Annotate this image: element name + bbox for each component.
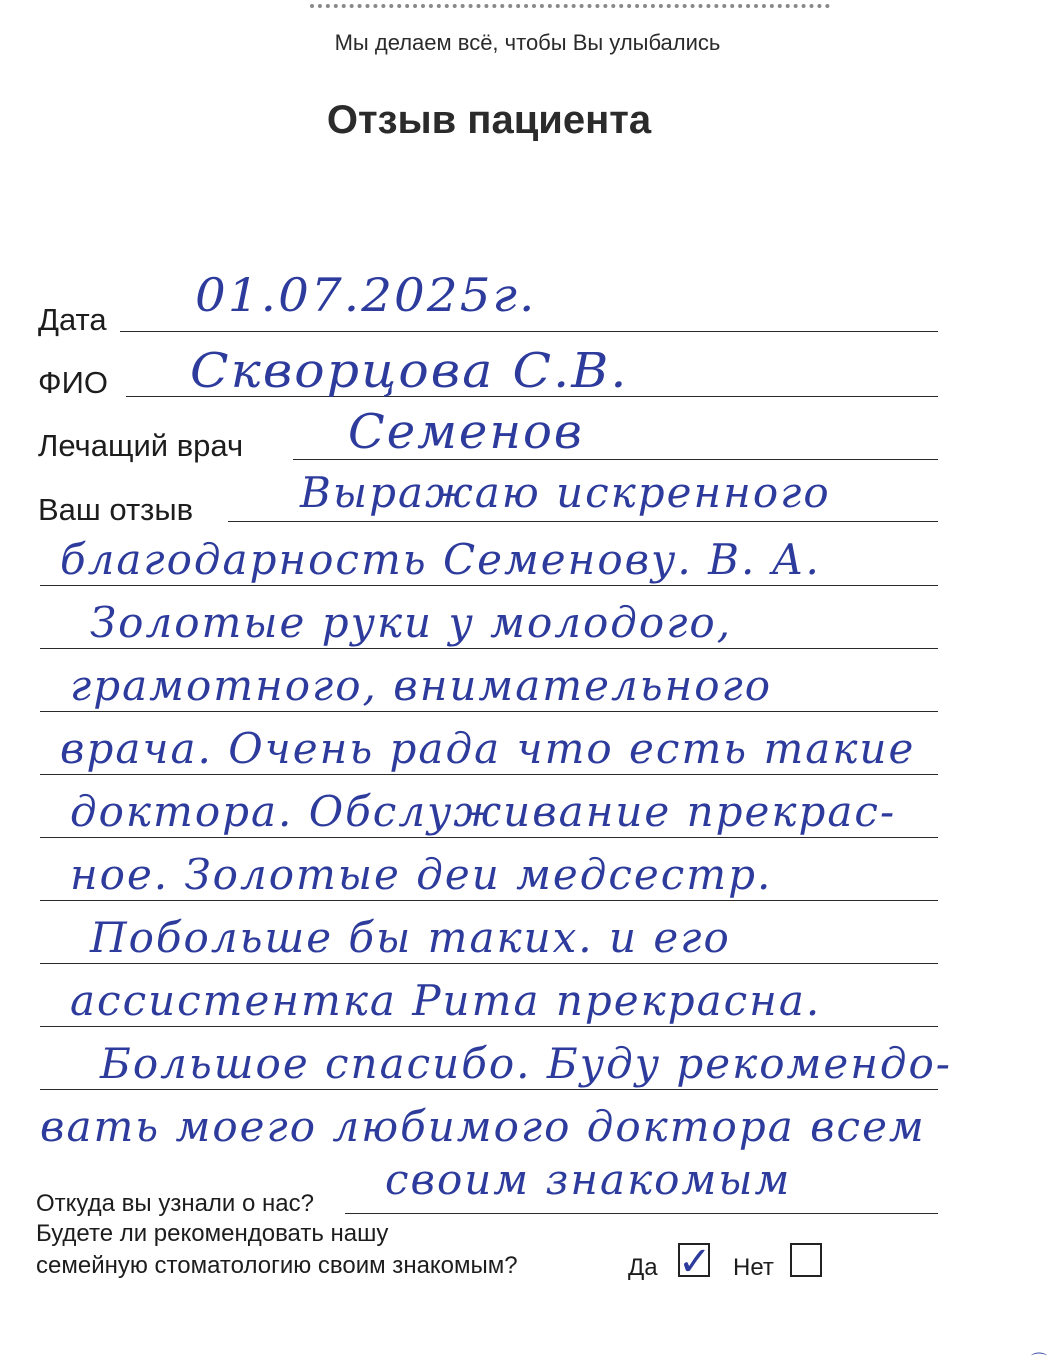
review-line-3 — [40, 711, 938, 712]
date-label: Дата — [38, 302, 107, 337]
review-text-line: вать моего любимого доктора всем — [40, 1102, 926, 1151]
doctor-handwritten: Семенов — [348, 404, 584, 460]
tagline: Мы делаем всё, чтобы Вы улыбались — [334, 30, 721, 55]
no-checkbox[interactable] — [790, 1243, 822, 1277]
review-text-line: врача. Очень рада что есть такие — [60, 724, 916, 773]
doctor-label: Лечащий врач — [38, 428, 244, 463]
form-title: Отзыв пациента — [326, 98, 652, 142]
review-text-line: Побольше бы таких. и его — [90, 913, 731, 962]
date-handwritten: 01.07.2025г. — [195, 268, 537, 322]
source-line — [345, 1213, 938, 1214]
review-text-line: Большое спасибо. Буду рекомендо- — [100, 1039, 952, 1088]
review-text-line: доктора. Обслуживание прекрас- — [70, 787, 897, 836]
corner-ink-mark: ⌒ — [1030, 1353, 1047, 1370]
yes-label: Да — [628, 1254, 658, 1281]
review-text-line: ное. Золотые деи медсестр. — [70, 850, 773, 899]
review-line-9 — [40, 1089, 938, 1090]
no-label: Нет — [733, 1254, 774, 1281]
top-edge-cut-text — [310, 0, 830, 8]
review-line-1 — [40, 585, 938, 586]
recommend-question-line1: Будете ли рекомендовать нашу — [36, 1220, 389, 1247]
review-text-line: благодарность Семенову. В. А. — [60, 535, 821, 584]
name-label: ФИО — [38, 365, 108, 400]
checkmark-icon: ✓ — [678, 1239, 712, 1285]
date-line — [120, 331, 938, 332]
review-line-6 — [40, 900, 938, 901]
review-text-line: Выражаю искренного — [300, 468, 831, 517]
source-label: Откуда вы узнали о нас? — [36, 1190, 314, 1217]
review-line-4 — [40, 774, 938, 775]
source-handwritten: своим знакомым — [385, 1155, 792, 1204]
review-line-2 — [40, 648, 938, 649]
review-line-0 — [228, 521, 938, 522]
review-label: Ваш отзыв — [38, 492, 194, 527]
review-text-line: грамотного, внимательного — [70, 661, 773, 710]
name-handwritten: Скворцова С.В. — [190, 343, 629, 399]
recommend-question-line2: семейную стоматологию своим знакомым? — [36, 1252, 518, 1279]
review-text-line: ассистентка Рита прекрасна. — [70, 976, 822, 1025]
review-line-8 — [40, 1026, 938, 1027]
review-line-7 — [40, 963, 938, 964]
review-text-line: Золотые руки у молодого, — [90, 598, 733, 647]
yes-checkbox[interactable] — [678, 1239, 712, 1285]
review-line-5 — [40, 837, 938, 838]
